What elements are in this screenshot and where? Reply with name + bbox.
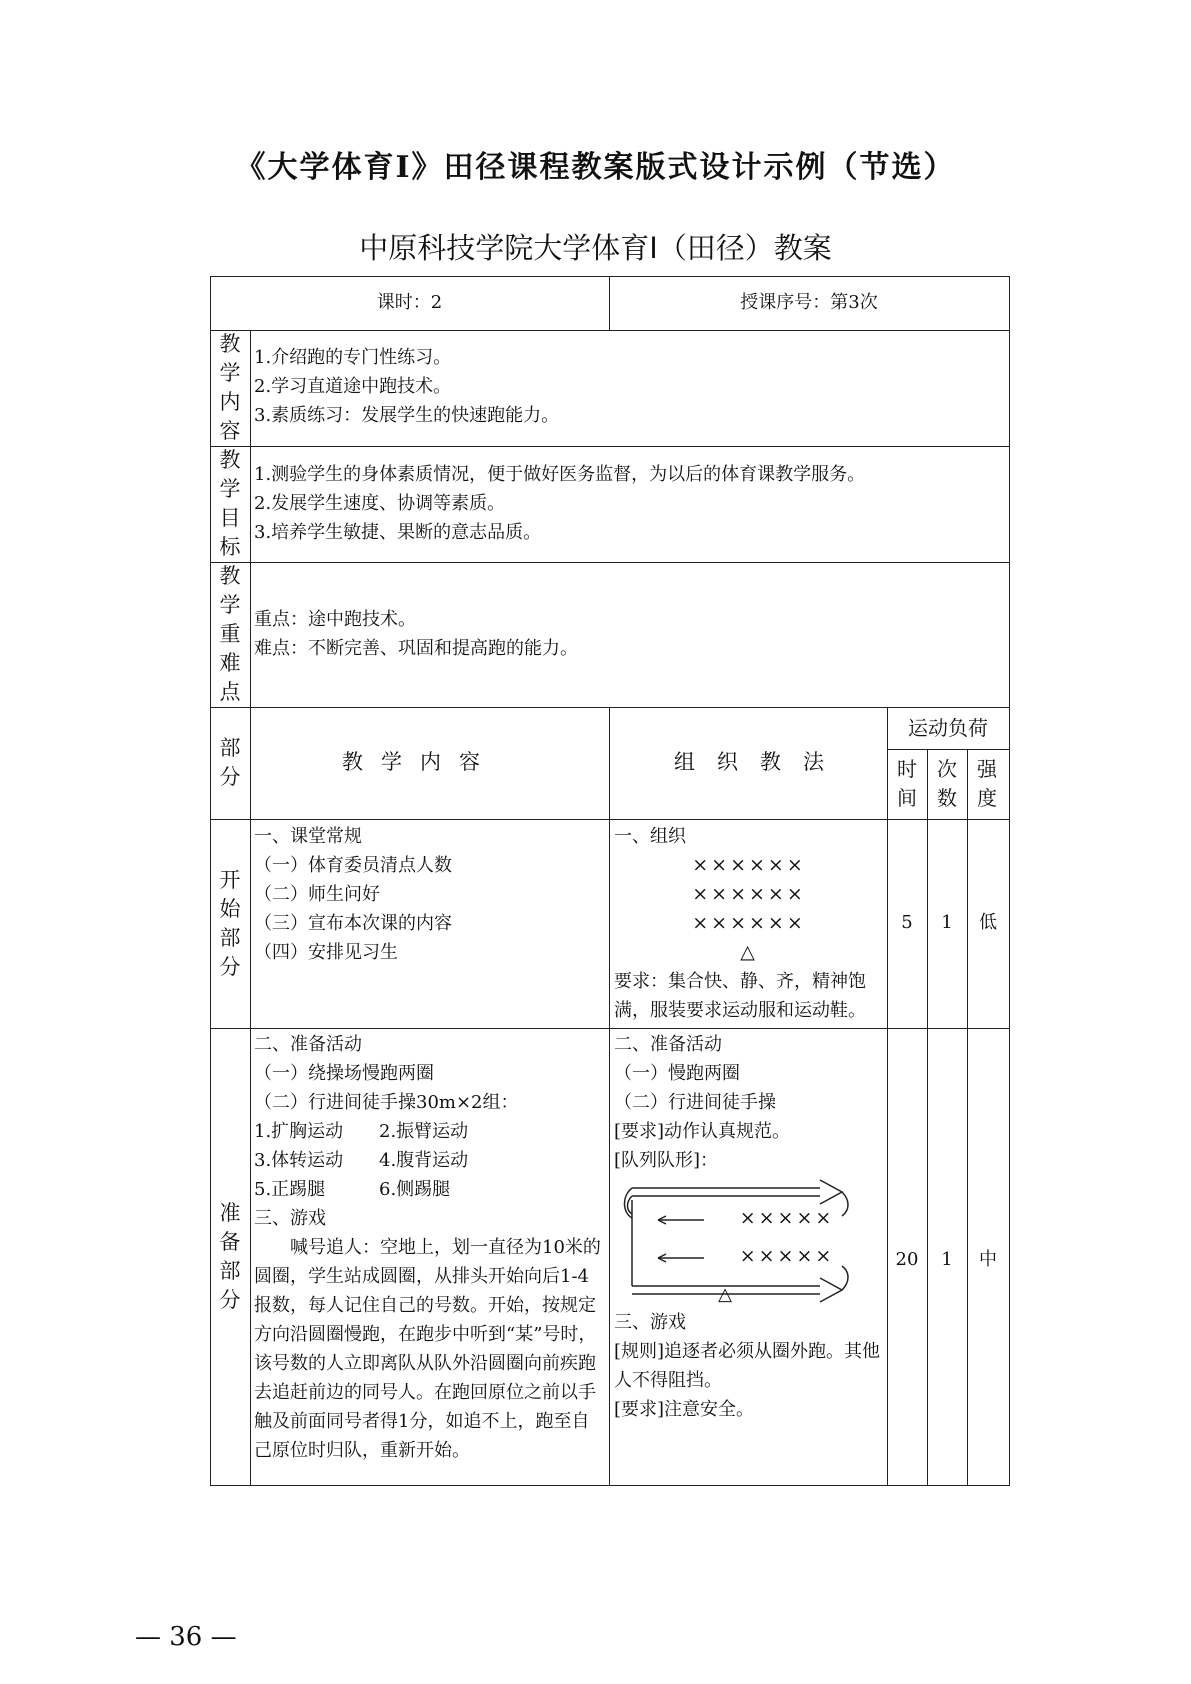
- teacher-marker: △: [740, 941, 758, 963]
- list-item: [规则]追逐者必须从圈外跑。其他人不得阻挡。: [614, 1341, 881, 1391]
- list-item: 重点：途中跑技术。: [254, 609, 416, 630]
- list-item: 1.介绍跑的专门性练习。: [254, 347, 452, 368]
- list-item: [队列队形]：: [614, 1150, 719, 1171]
- game-title: 三、游戏: [254, 1208, 326, 1229]
- formation-row: ××××××: [692, 854, 806, 876]
- list-item: 2.学习直道途中跑技术。: [254, 376, 452, 397]
- teaching-goals-list: [254, 460, 1004, 547]
- list-item: （二）师生问好: [254, 884, 380, 905]
- prep-method: [614, 1030, 884, 1175]
- list-item: （一）体育委员清点人数: [254, 855, 452, 876]
- prep-content: [254, 1030, 604, 1465]
- prep-intensity: 中: [979, 1249, 997, 1270]
- prep-time: 20: [895, 1249, 919, 1270]
- list-item: （二）行进间徒手操: [614, 1092, 776, 1113]
- document-title: 《大学体育Ⅰ》田径课程教案版式设计示例（节选）: [235, 150, 956, 185]
- list-item: 二、准备活动: [614, 1034, 722, 1055]
- list-item: （一）绕操场慢跑两圈: [254, 1063, 434, 1084]
- list-item: 3.培养学生敏捷、果断的意志品质。: [254, 522, 542, 543]
- exercise-item: 5.正踢腿: [254, 1179, 326, 1200]
- teacher-marker: △: [718, 1284, 732, 1305]
- start-time: 5: [901, 912, 913, 933]
- start-section-label: 开始部分: [219, 867, 241, 979]
- start-count: 1: [941, 912, 953, 933]
- list-item: 难点：不断完善、巩固和提高跑的能力。: [254, 638, 578, 659]
- list-item: 三、游戏: [614, 1312, 686, 1333]
- teaching-content-label: 教学内容: [219, 332, 241, 443]
- exercise-row: [254, 1117, 604, 1146]
- exercise-item: 3.体转运动: [254, 1150, 344, 1171]
- start-content: [254, 822, 604, 967]
- formation-row: ××××××: [692, 883, 806, 905]
- prep-method-game: [614, 1308, 884, 1424]
- list-item: [要求]动作认真规范。: [614, 1121, 791, 1142]
- method-header: 组织教法: [674, 750, 846, 774]
- teaching-goals-label: 教学目标: [219, 448, 241, 559]
- requirement-text: 要求：集合快、静、齐，精神饱满，服装要求运动服和运动鞋。: [614, 971, 866, 1021]
- exercise-row: [254, 1146, 604, 1175]
- formation-row: ×××××: [739, 1207, 835, 1229]
- content-header: [330, 748, 510, 777]
- method-title: 一、组织: [614, 826, 686, 847]
- formation-row: ××××××: [692, 912, 806, 934]
- list-item: 二、准备活动: [254, 1034, 362, 1055]
- exercise-item: 1.扩胸运动: [254, 1121, 344, 1142]
- part-header: 部分: [219, 736, 241, 789]
- list-item: 一、课堂常规: [254, 826, 362, 847]
- list-item: （一）慢跑两圈: [614, 1063, 740, 1084]
- exercise-item: 6.侧踢腿: [379, 1179, 451, 1200]
- page-number: — 36 —: [135, 1622, 237, 1652]
- key-points-label: 教学重难点: [219, 564, 241, 704]
- content-header-text: 教学内容: [342, 750, 498, 774]
- count-header: 次数: [937, 757, 957, 810]
- exercise-item: 2.振臂运动: [379, 1121, 469, 1142]
- lesson-plan-title: 中原科技学院大学体育Ⅰ（田径）教案: [359, 231, 832, 265]
- start-intensity: 低: [979, 912, 997, 933]
- start-method: [614, 822, 884, 1025]
- time-header: 时间: [897, 757, 917, 810]
- load-header: 运动负荷: [908, 716, 988, 740]
- key-points-list: [254, 605, 1004, 663]
- lesson-sequence: 授课序号：第3次: [740, 292, 878, 313]
- game-description: 喊号追人：空地上，划一直径为10米的圆圈，学生站成圆圈，从排头开始向后1-4报数，每人记住自己的号数。开始，按规定方向沿圆圈慢跑，在跑步中听到“某”号时，该号数的人立即离队从队外沿圆圈向前疾跑去追赶前边的同号人。在跑回原位之前以手触及前面同号者得1分，如追不上，跑至自己原位时归队，重新开始。: [254, 1237, 601, 1461]
- formation-diagram: [620, 1170, 865, 1320]
- prep-section-label: 准备部分: [219, 1200, 241, 1312]
- list-item: [要求]注意安全。: [614, 1399, 755, 1420]
- lesson-hours: 课时：2: [376, 292, 443, 313]
- teaching-content-list: [254, 343, 1004, 430]
- intensity-header: 强度: [977, 757, 997, 810]
- list-item: 2.发展学生速度、协调等素质。: [254, 493, 506, 514]
- prep-count: 1: [941, 1249, 953, 1270]
- exercise-row: [254, 1175, 604, 1204]
- list-item: 3.素质练习：发展学生的快速跑能力。: [254, 405, 560, 426]
- formation-row: ×××××: [739, 1245, 835, 1267]
- list-item: （二）行进间徒手操30m×2组：: [254, 1092, 519, 1113]
- list-item: （四）安排见习生: [254, 942, 398, 963]
- list-item: 1.测验学生的身体素质情况，便于做好医务监督，为以后的体育课教学服务。: [254, 464, 866, 485]
- list-item: （三）宣布本次课的内容: [254, 913, 452, 934]
- exercise-item: 4.腹背运动: [379, 1150, 469, 1171]
